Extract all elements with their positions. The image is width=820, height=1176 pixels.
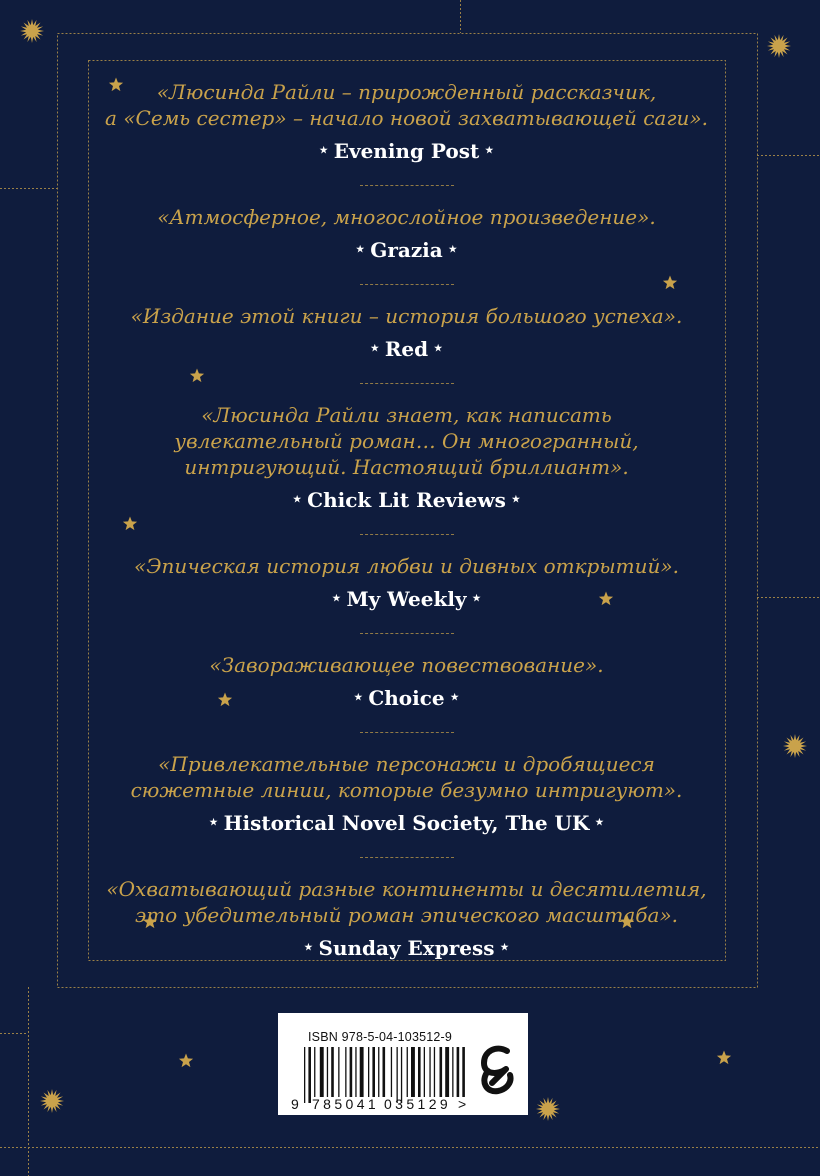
barcode-bar [372, 1047, 375, 1097]
quote-source [371, 337, 443, 361]
star-icon: ★ [354, 692, 363, 703]
quote-text: «Эпическая история любви и дивных открытий». [134, 554, 679, 578]
barcode-label [278, 1013, 528, 1115]
quote-text: «Люсинда Райли знает, как написать увлекательный роман… Он многогранный, интригующий. Настоящий бриллиант». [174, 403, 639, 479]
barcode-bar [407, 1047, 408, 1097]
quote-text: «Издание этой книги – история большого успеха». [130, 304, 683, 328]
quote-text: «Люсинда Райли – прирожденный рассказчик, а «Семь сестер» – начало новой захватывающей саги». [105, 80, 708, 130]
quote-source [332, 587, 480, 611]
divider [360, 857, 454, 858]
star-icon: ★ [472, 593, 481, 604]
barcode-bar [424, 1047, 425, 1097]
quote-block-3 [131, 303, 683, 361]
quote-block-7 [131, 751, 683, 835]
barcode-bar [462, 1047, 465, 1097]
divider [360, 732, 454, 733]
divider [360, 534, 454, 535]
barcode-tail-mark: > [458, 1096, 467, 1112]
isbn-text: ISBN 978-5-04-103512-9 [308, 1030, 453, 1044]
quote-text: «Привлекательные персонажи и дробящиеся сюжетные линии, которые безумно интригуют». [130, 752, 683, 802]
quote-text: «Завораживающее повествование». [209, 653, 604, 677]
barcode-bar [368, 1047, 369, 1097]
divider [360, 284, 454, 285]
quote-block-6 [209, 652, 603, 710]
barcode-bar [378, 1047, 379, 1097]
barcode-bar [391, 1047, 392, 1097]
barcode-bar [360, 1047, 364, 1097]
star-icon: ★ [450, 692, 459, 703]
source-name: Choice [368, 686, 445, 710]
star-icon: ★ [500, 942, 509, 953]
source-name: Chick Lit Reviews [307, 488, 506, 512]
sunburst-icon [536, 1097, 560, 1121]
quote-block-5 [134, 553, 679, 611]
sunburst-icon [20, 19, 44, 43]
quote-source [354, 686, 458, 710]
star-icon [717, 1051, 731, 1065]
barcode-bar [401, 1047, 402, 1103]
quote-block-1 [105, 79, 708, 163]
star-icon: ★ [356, 244, 365, 255]
star-icon: ★ [293, 494, 302, 505]
source-name: Red [384, 337, 429, 361]
barcode-bar [452, 1047, 453, 1097]
star-icon: ★ [595, 817, 604, 828]
divider [360, 383, 454, 384]
star-icon: ★ [434, 343, 443, 354]
star-icon: ★ [448, 244, 457, 255]
barcode-bar [355, 1047, 356, 1097]
star-icon: ★ [209, 817, 218, 828]
barcode-bar [411, 1047, 415, 1097]
quote-source [293, 488, 520, 512]
barcode-bar [314, 1047, 315, 1097]
barcode-bar [445, 1047, 449, 1097]
quote-block-2 [157, 204, 655, 262]
barcode-bar [331, 1047, 334, 1097]
barcode-bar [418, 1047, 421, 1097]
star-icon: ★ [304, 942, 313, 953]
source-name: Grazia [370, 238, 443, 262]
quote-source [210, 811, 604, 835]
star-icon [179, 1054, 193, 1068]
star-icon: ★ [485, 145, 494, 156]
barcode-bar [320, 1047, 324, 1097]
barcode-bar [434, 1047, 435, 1097]
barcode-bar [457, 1047, 460, 1097]
star-icon: ★ [370, 343, 379, 354]
source-name: Historical Novel Society, The UK [223, 811, 590, 835]
barcode-bar [440, 1047, 443, 1097]
divider [360, 185, 454, 186]
quote-source [320, 139, 494, 163]
quotes-panel [88, 60, 725, 960]
quote-source [304, 936, 508, 960]
barcode-bar [308, 1047, 311, 1103]
barcode-left-digits: 785041 [312, 1096, 380, 1112]
barcode-lead-digit: 9 [291, 1096, 299, 1112]
quote-block-4 [174, 402, 638, 512]
barcode-bar [350, 1047, 353, 1097]
barcode-right-digits: 035129 [384, 1096, 452, 1112]
barcode-bar [397, 1047, 398, 1103]
source-name: My Weekly [346, 587, 467, 611]
source-name: Evening Post [333, 139, 480, 163]
star-icon: ★ [319, 145, 328, 156]
sunburst-icon [783, 734, 807, 758]
star-icon: ★ [332, 593, 341, 604]
star-icon: ★ [511, 494, 520, 505]
barcode-bar [429, 1047, 430, 1097]
quote-source [356, 238, 457, 262]
barcode-bar [345, 1047, 346, 1097]
quote-text: «Охватывающий разные континенты и десятилетия, это убедительный роман эпического масштаба». [106, 877, 707, 927]
eksmo-logo-icon [476, 1041, 518, 1097]
sunburst-icon [767, 34, 791, 58]
divider [360, 633, 454, 634]
barcode-bar [338, 1047, 339, 1097]
barcode-bar [383, 1047, 386, 1097]
quote-text: «Атмосферное, многослойное произведение». [157, 205, 656, 229]
quote-block-8 [106, 876, 706, 960]
barcode-bar [304, 1047, 305, 1103]
source-name: Sunday Express [318, 936, 495, 960]
sunburst-icon [40, 1089, 64, 1113]
barcode-bar [327, 1047, 328, 1097]
